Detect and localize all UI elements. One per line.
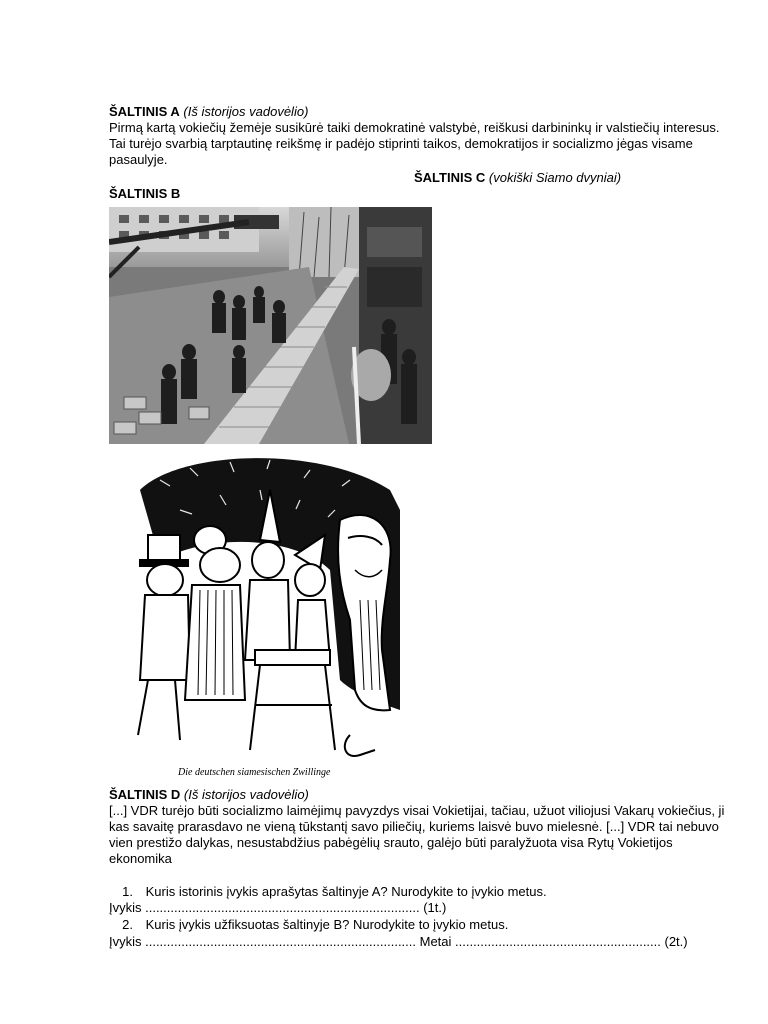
source-a-heading [109, 104, 729, 120]
question-1-answer-line[interactable]: Įvykis ............................................................................ (1t.) [109, 900, 447, 915]
question-1-text: Kuris istorinis įvykis aprašytas šaltinyje A? Nurodykite to įvykio metus. [145, 884, 547, 899]
question-2-text: Kuris įvykis užfiksuotas šaltinyje B? Nurodykite to įvykio metus. [145, 917, 509, 932]
question-2-answer-line[interactable]: Įvykis ........................................................................... Metai ......................................................... (2t.) [109, 934, 688, 949]
cartoon-caption: Die deutschen siamesischen Zwillinge [178, 767, 331, 778]
source-d-label: ŠALTINIS D [109, 787, 181, 802]
berlin-wall-photo [109, 207, 432, 444]
source-a-text: Pirmą kartą vokiečių žemėje susikūrė taiki demokratinė valstybė, reiškusi darbininkų ir valstiečių interesus. Tai turėjo svarbią tarptautinę reikšmę ir padėjo stiprinti taikos, demokratijos ir socializmo jėgas visame pasaulyje. [109, 120, 720, 167]
source-d-note: (Iš istorijos vadovėlio) [183, 787, 309, 802]
question-2-number: 2. [122, 917, 133, 932]
source-c-note: (vokiški Siamo dvyniai) [488, 170, 622, 185]
question-1-number: 1. [122, 884, 133, 899]
question-2 [109, 917, 749, 933]
source-c-label: ŠALTINIS C [414, 170, 486, 185]
source-c-heading [414, 170, 621, 186]
source-d-text: [...] VDR turėjo būti socializmo laimėjimų pavyzdys visai Vokietijai, tačiau, užuot viliojusi Vakarų vokiečius, ji kas savaitę prarasdavo ne vieną tūkstantį savo piliečių, kuriems laisvė buvo mielesnė. [...] VDR tai nebuvo vien prestižo dalykas, nesustabdžius pabėgėlių srauto, galėjo būti paralyžuota visa Rytų Vokietijos ekonomika [109, 803, 725, 866]
question-1 [109, 884, 749, 900]
source-b-label: ŠALTINIS B [109, 186, 181, 201]
source-d-heading [109, 787, 729, 803]
source-a-note: (Iš istorijos vadovėlio) [183, 104, 309, 119]
siamese-twins-cartoon [120, 450, 400, 780]
source-a-label: ŠALTINIS A [109, 104, 180, 119]
